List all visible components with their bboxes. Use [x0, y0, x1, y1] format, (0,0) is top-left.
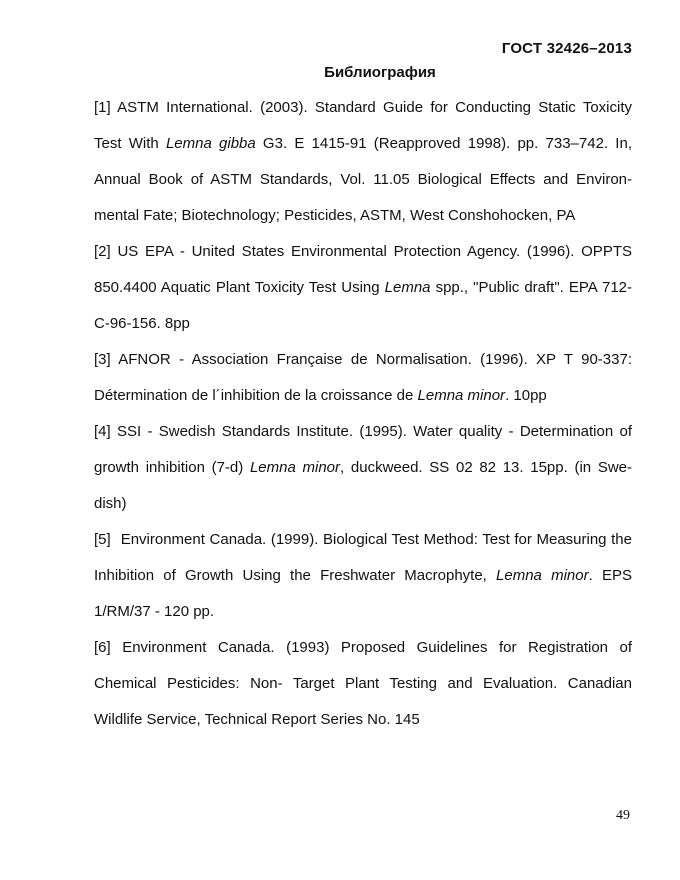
reference-text: . EPS 1/RM/37 - 120 pp. — [94, 567, 632, 620]
reference-2 — [94, 234, 632, 342]
reference-number: [2] — [94, 243, 111, 260]
reference-text: US EPA - United States Environmental Protection Agency. (1996). OPPTS 850.4400 Aquatic Plant Toxicity Test Using — [94, 243, 632, 296]
reference-text: AFNOR - Association Française de Normalisation. (1996). XP T 90-337: Détermination de l´inhibition de la croissance de — [94, 351, 632, 404]
reference-3 — [94, 342, 632, 414]
bibliography-title: Библиография — [324, 64, 436, 81]
species-name: Lemna minor — [249, 459, 341, 476]
reference-number: [1] — [94, 99, 111, 116]
reference-text: Environment Canada. (1999). Biological Test Method: Test for Measuring the Inhibition of Growth Using the Freshwater Macrophyte, — [94, 531, 632, 584]
page-number: 49 — [616, 808, 630, 823]
species-name: Lemna minor — [496, 567, 589, 584]
reference-text: ASTM International. (2003). Standard Guide for Conducting Static Toxicity Test With — [94, 99, 632, 152]
reference-text: . 10pp — [505, 387, 547, 404]
reference-number: [6] — [94, 639, 111, 656]
bibliography-list — [94, 90, 632, 738]
reference-text: Environment Canada. (1993) Proposed Guidelines for Registration of Chemical Pesticides: Non- Target Plant Testing and Evaluation. Canadian Wildlife Service, Technical Report Series No. 145 — [94, 639, 633, 728]
reference-5 — [94, 522, 632, 630]
species-name: Lemna minor — [417, 387, 506, 404]
reference-text: G3. E 1415-91 (Reapproved 1998). pp. 733–742. In, Annual Book of ASTM Standards, Vol. 11.05 Biological Effects and Environ-mental Fate; Biotechnology; Pesticides, ASTM, West Conshohocken, PA — [94, 135, 632, 224]
reference-text: spp., "Public draft". EPA 712-C-96-156. 8pp — [94, 279, 632, 332]
reference-4 — [94, 414, 632, 522]
reference-1 — [94, 90, 632, 234]
document-standard-code: ГОСТ 32426–2013 — [501, 40, 632, 57]
reference-number: [4] — [94, 423, 111, 440]
reference-number: [3] — [94, 351, 111, 368]
reference-text: , duckweed. SS 02 82 13. 15pp. (in Swe-dish) — [94, 459, 632, 512]
species-name: Lemna gibba — [165, 135, 256, 152]
species-name: Lemna — [384, 279, 431, 296]
reference-number: [5] — [94, 531, 111, 548]
reference-6 — [94, 630, 632, 738]
reference-text: SSI - Swedish Standards Institute. (1995). Water quality - Determination of growth inhibition (7-d) — [94, 423, 632, 476]
